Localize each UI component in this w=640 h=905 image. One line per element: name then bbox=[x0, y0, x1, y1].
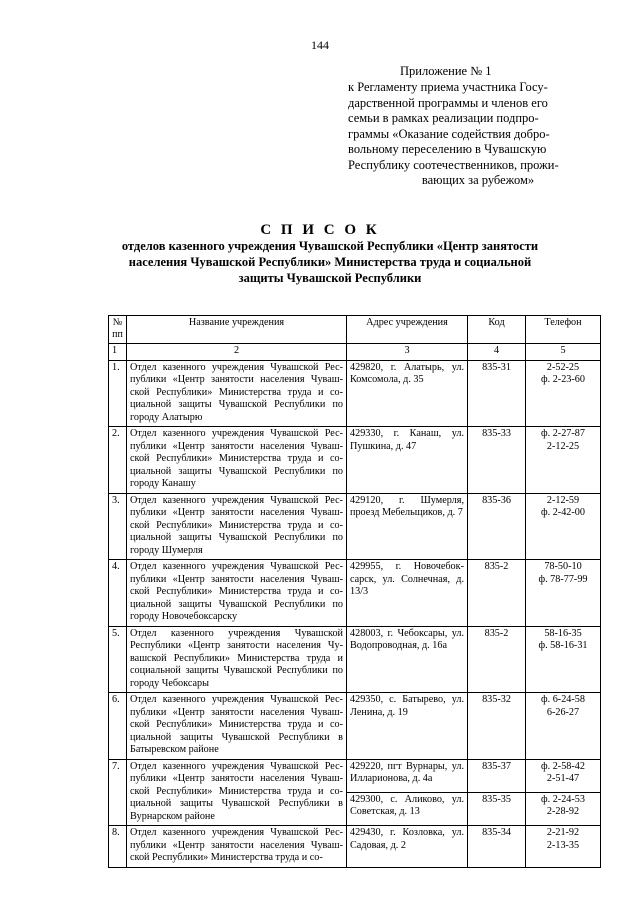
office-name: Отдел казенного учреждения Чувашской Республики «Центр занятости населения Чу-вашской Республики» Министерства труда и социальной защиты Чувашской Республики по городу Чебоксары bbox=[127, 626, 347, 693]
office-phone bbox=[526, 360, 601, 427]
office-address: 429330, г. Канаш, ул. Пушкина, д. 47 bbox=[347, 427, 468, 494]
row-number: 5. bbox=[109, 626, 127, 693]
table-row bbox=[109, 826, 601, 868]
row-number: 1. bbox=[109, 360, 127, 427]
phone-number: 2-28-92 bbox=[546, 806, 580, 818]
appendix-line: вольному переселению в Чувашскую bbox=[348, 142, 547, 156]
table-row bbox=[109, 493, 601, 560]
office-name: Отдел казенного учреждения Чувашской Рес-публики «Центр занятости населения Чуваш-ской Республики» Министерства труда и со-циальной защиты Чувашской Республики в Батыревском районе bbox=[127, 693, 347, 760]
office-name: Отдел казенного учреждения Чувашской Рес-публики «Центр занятости населения Чуваш-ской Республики» Министерства труда и со-циальной защиты Чувашской Республики в Вурнарском районе bbox=[127, 759, 347, 826]
appendix-title: Приложение № 1 bbox=[400, 64, 492, 78]
office-name: Отдел казенного учреждения Чувашской Рес-публики «Центр занятости населения Чуваш-ской Республики» Министерства труда и со-циальной защиты Чувашской Республики по городу Новочебоксарску bbox=[127, 560, 347, 627]
office-name: Отдел казенного учреждения Чувашской Рес-публики «Центр занятости населения Чуваш-ской Республики» Министерства труда и со-циальной защиты Чувашской Республики по городу Алатырю bbox=[127, 360, 347, 427]
column-number-row bbox=[109, 344, 601, 361]
row-number: 3. bbox=[109, 493, 127, 560]
office-address: 429220, пгт Вурнары, ул. Илларионова, д. 4а bbox=[347, 759, 468, 792]
appendix-line: к Регламенту приема участника Госу- bbox=[348, 80, 548, 94]
table-row bbox=[109, 560, 601, 627]
phone-number: 78-50-10 bbox=[544, 561, 582, 572]
phone-number: 2-12-59 bbox=[546, 494, 580, 506]
phone-number: 2-12-25 bbox=[546, 440, 580, 452]
office-phone bbox=[526, 493, 601, 560]
office-address: 429120, г. Шумерля, проезд Мебельщиков, д. 7 bbox=[347, 493, 468, 560]
header-address: Адрес учреждения bbox=[347, 316, 468, 344]
table-row bbox=[109, 360, 601, 427]
header-name: Название учреждения bbox=[127, 316, 347, 344]
office-code: 835-33 bbox=[468, 427, 526, 494]
table-row bbox=[109, 427, 601, 494]
office-phone bbox=[526, 826, 601, 868]
phone-number: ф. 2-27-87 bbox=[541, 428, 585, 439]
subtitle-line: отделов казенного учреждения Чувашской Республики «Центр занятости bbox=[121, 239, 539, 253]
column-number: 2 bbox=[127, 344, 347, 361]
list-subtitle bbox=[100, 238, 560, 286]
column-number: 5 bbox=[526, 344, 601, 361]
office-code: 835-31 bbox=[468, 360, 526, 427]
appendix-line: вающих за рубежом» bbox=[421, 173, 535, 187]
office-address: 429350, с. Батырево, ул. Ленина, д. 19 bbox=[347, 693, 468, 760]
phone-number: ф. 2-24-53 bbox=[541, 793, 585, 805]
phone-number: 58-16-35 bbox=[544, 627, 582, 639]
column-number: 1 bbox=[109, 344, 127, 361]
office-phone bbox=[526, 693, 601, 760]
office-address: 429955, г. Новочебок-сарск, ул. Солнечная, д. 13/3 bbox=[347, 560, 468, 627]
phone-number: ф. 6-24-58 bbox=[541, 694, 585, 705]
row-number: 8. bbox=[109, 826, 127, 868]
row-number: 7. bbox=[109, 759, 127, 826]
phone-number: 2-52-25 bbox=[546, 361, 580, 373]
phone-number: 2-51-47 bbox=[546, 773, 580, 784]
appendix-line: граммы «Оказание содействия добро- bbox=[348, 126, 550, 141]
phone-number: ф. 78-77-99 bbox=[538, 573, 588, 585]
column-number: 4 bbox=[468, 344, 526, 361]
office-code: 835-2 bbox=[468, 626, 526, 693]
header-num: № пп bbox=[109, 316, 127, 344]
office-code: 835-32 bbox=[468, 693, 526, 760]
appendix-line: дарственной программы и членов его bbox=[348, 95, 548, 110]
office-code: 835-35 bbox=[468, 792, 526, 825]
header-code: Код bbox=[468, 316, 526, 344]
subtitle-line: населения Чувашской Республики» Министерства труда и социальной bbox=[128, 255, 532, 269]
office-address: 429300, с. Аликово, ул. Советская, д. 13 bbox=[347, 792, 468, 825]
row-number: 4. bbox=[109, 560, 127, 627]
office-phone bbox=[526, 792, 601, 825]
offices-table bbox=[108, 315, 601, 868]
row-number: 6. bbox=[109, 693, 127, 760]
table-header-row bbox=[109, 316, 601, 344]
phone-number: 2-21-92 bbox=[546, 827, 580, 838]
appendix-body bbox=[348, 80, 598, 189]
appendix-line: семьи в рамках реализации подпро- bbox=[348, 111, 539, 125]
row-number: 2. bbox=[109, 427, 127, 494]
column-number: 3 bbox=[347, 344, 468, 361]
office-code: 835-2 bbox=[468, 560, 526, 627]
office-name: Отдел казенного учреждения Чувашской Рес-публики «Центр занятости населения Чуваш-ской Республики» Министерства труда и со-циальной защиты Чувашской Республики по городу Шумерля bbox=[127, 493, 347, 560]
office-phone bbox=[526, 560, 601, 627]
phone-number: ф. 2-42-00 bbox=[541, 507, 585, 518]
list-title: С П И С О К bbox=[260, 222, 380, 238]
appendix-line: Республику соотечественников, прожи- bbox=[348, 157, 559, 172]
table-row bbox=[109, 759, 601, 792]
office-address: 429820, г. Алатырь, ул. Комсомола, д. 35 bbox=[347, 360, 468, 427]
header-phone: Телефон bbox=[526, 316, 601, 344]
table-body bbox=[109, 360, 601, 867]
page-number: 144 bbox=[311, 38, 329, 52]
office-name: Отдел казенного учреждения Чувашской Рес-публики «Центр занятости населения Чуваш-ской Республики» Министерства труда и со- bbox=[127, 826, 347, 868]
table-row bbox=[109, 693, 601, 760]
phone-number: 2-13-35 bbox=[546, 839, 580, 851]
office-address: 428003, г. Чебоксары, ул. Водопроводная, д. 16а bbox=[347, 626, 468, 693]
phone-number: ф. 2-23-60 bbox=[541, 374, 585, 385]
subtitle-line: защиты Чувашской Республики bbox=[238, 271, 422, 285]
office-phone bbox=[526, 626, 601, 693]
office-name: Отдел казенного учреждения Чувашской Рес-публики «Центр занятости населения Чуваш-ской Республики» Министерства труда и со-циальной защиты Чувашской Республики по городу Канашу bbox=[127, 427, 347, 494]
office-phone bbox=[526, 427, 601, 494]
office-code: 835-36 bbox=[468, 493, 526, 560]
office-address: 429430, г. Козловка, ул. Садовая, д. 2 bbox=[347, 826, 468, 868]
phone-number: 6-26-27 bbox=[546, 706, 580, 718]
table-row bbox=[109, 626, 601, 693]
phone-number: ф. 58-16-31 bbox=[538, 640, 588, 651]
phone-number: ф. 2-58-42 bbox=[541, 760, 585, 772]
office-phone bbox=[526, 759, 601, 792]
office-code: 835-34 bbox=[468, 826, 526, 868]
office-code: 835-37 bbox=[468, 759, 526, 792]
